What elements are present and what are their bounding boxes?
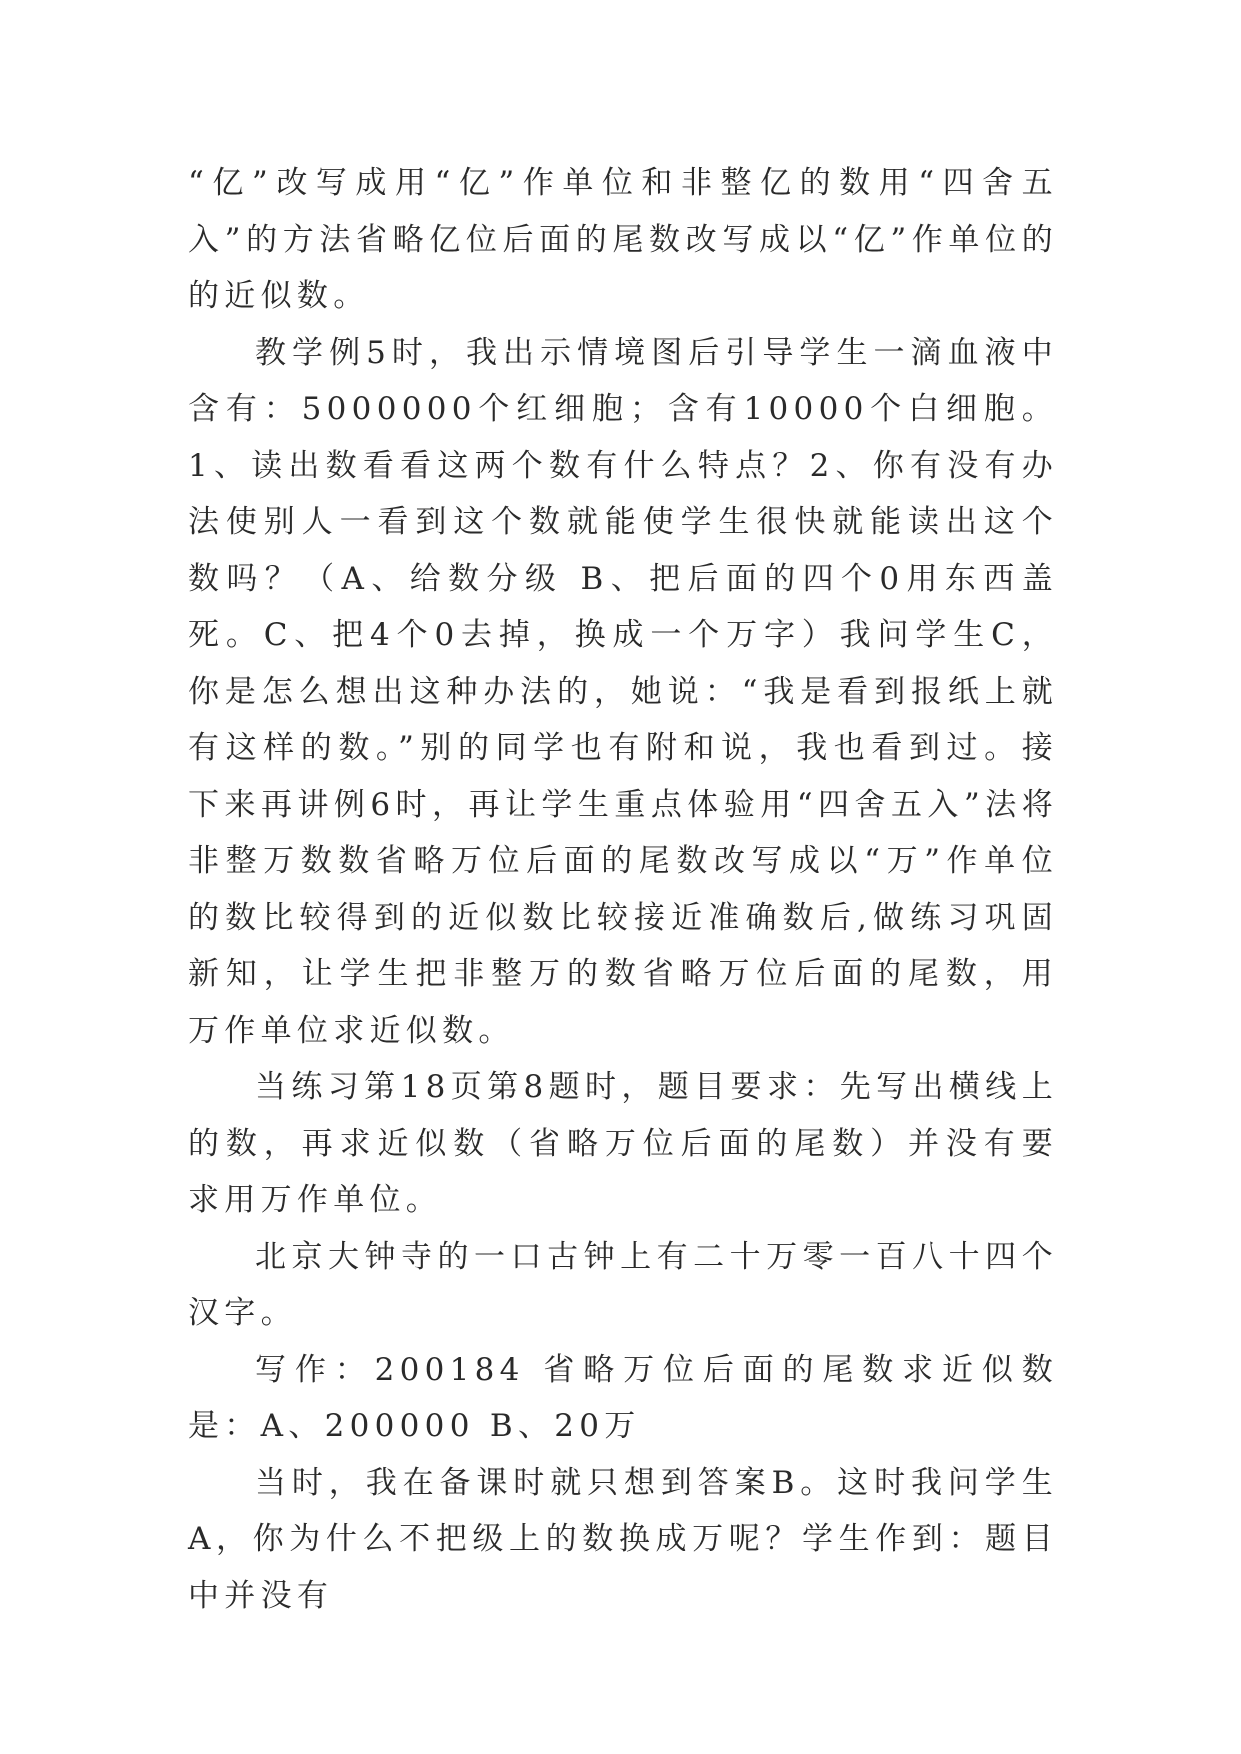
paragraph-2: 教学例5时，我出示情境图后引导学生一滴血液中含有：5000000个红细胞；含有10000个白细胞。 1、读出数看看这两个数有什么特点？2、你有没有办法使别人一看到这个数就能使学生很快就能读出这个数吗？（A、给数分级 B、把后面的四个0用东西盖死。C、把4个0去掉，换成一个万字）我问学生C，你是怎么想出这种办法的，她说：“我是看到报纸上就有这样的数。”别的同学也有附和说，我也看到过。接下来再讲例6时，再让学生重点体验用“四舍五入”法将非整万数数省略万位后面的尾数改写成以“万”作单位的数比较得到的近似数比较接近准确数后,做练习巩固新知，让学生把非整万的数省略万位后面的尾数，用万作单位求近似数。 xyxy=(188,334,1058,1049)
paragraph-3: 当练习第18页第8题时，题目要求：先写出横线上的数，再求近似数（省略万位后面的尾数）并没有要求用万作单位。 xyxy=(188,1069,1058,1218)
paragraph-4: 北京大钟寺的一口古钟上有二十万零一百八十四个汉字。 xyxy=(188,1238,1058,1331)
paragraph-1: “亿”改写成用“亿”作单位和非整亿的数用“四舍五入”的方法省略亿位后面的尾数改写成以“亿”作单位的的近似数。 xyxy=(188,165,1058,314)
document-body xyxy=(188,155,1058,1624)
paragraph-6: 当时，我在备课时就只想到答案B。这时我问学生A，你为什么不把级上的数换成万呢？学生作到：题目中并没有 xyxy=(188,1464,1058,1614)
paragraph-5: 写作：200184 省略万位后面的尾数求近似数是：A、200000 B、20万 xyxy=(188,1351,1058,1444)
